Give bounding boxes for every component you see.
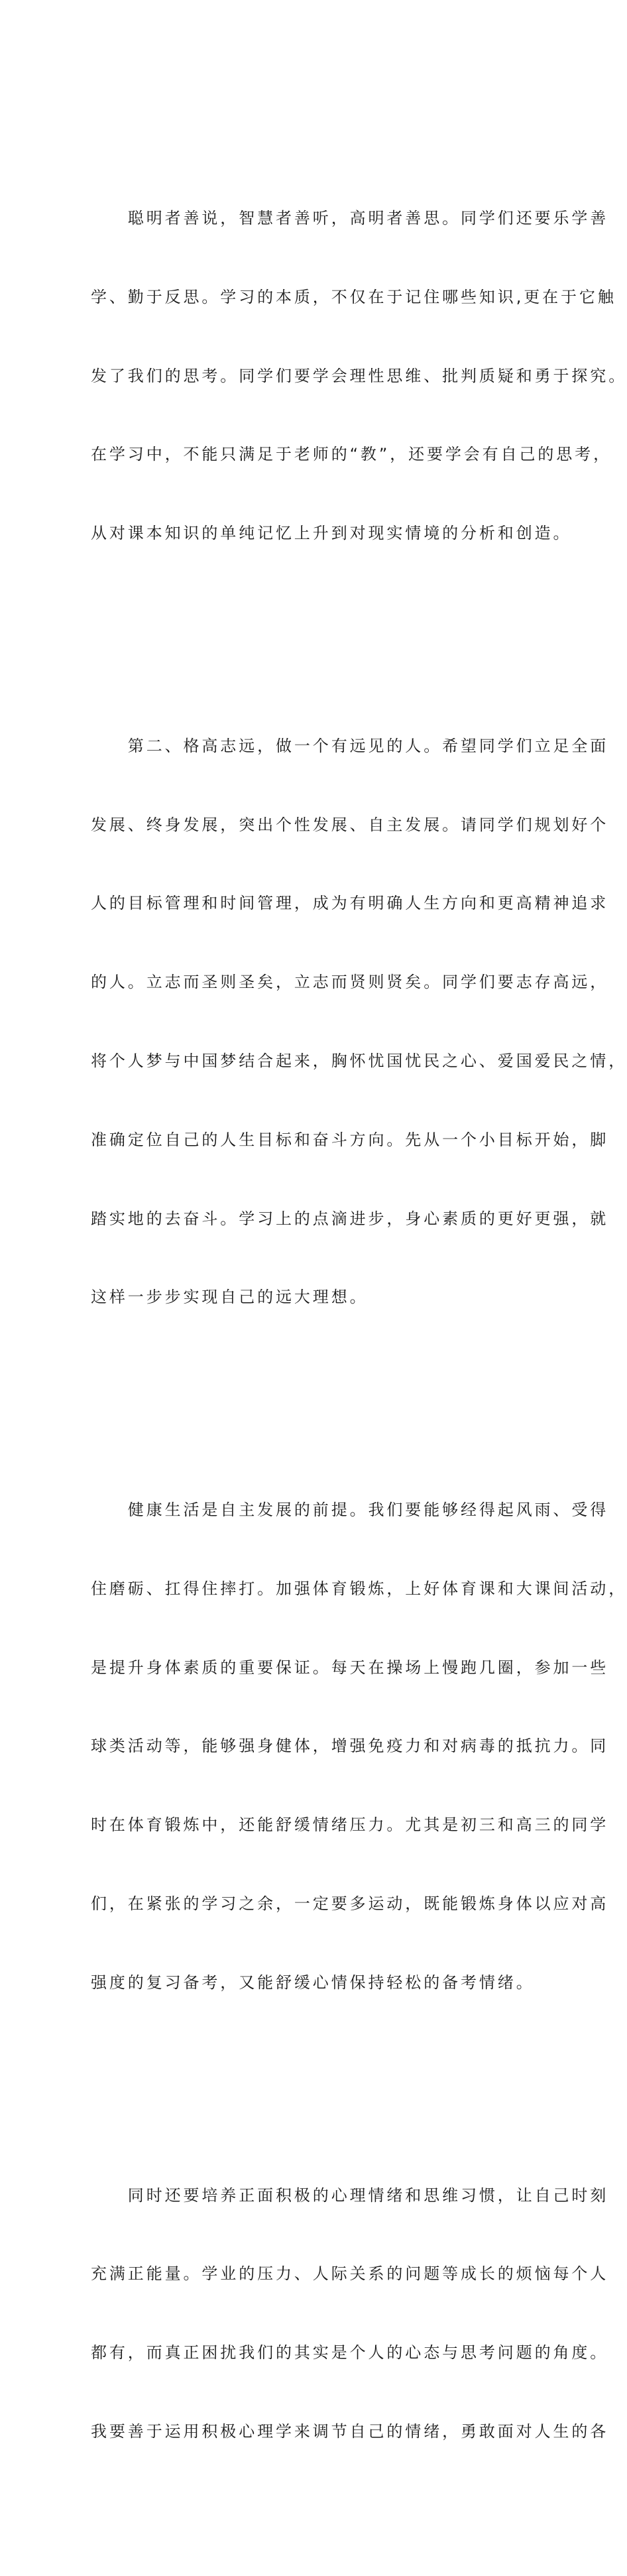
text-line: 同时还要培养正面积极的心理情绪和思维习惯，让自己时刻 <box>91 2185 609 2205</box>
text-line: 学、勤于反思。学习的本质，不仅在于记住哪些知识,更在于它触 <box>91 287 616 306</box>
text-line: 是提升身体素质的重要保证。每天在操场上慢跑几圈，参加一些 <box>91 1658 609 1677</box>
paragraph-positive-mindset <box>91 2130 609 2497</box>
text-line: 健康生活是自主发展的前提。我们要能够经得起风雨、受得 <box>91 1501 609 1520</box>
text-line: 准确定位自己的人生目标和奋斗方向。先从一个小目标开始，脚 <box>91 1130 609 1149</box>
text-line: 我要善于运用积极心理学来调节自己的情绪，勇敢面对人生的各 <box>91 2422 609 2441</box>
text-line: 在学习中，不能只满足于老师的“教”，还要学会有自己的思考， <box>91 445 612 464</box>
text-line: 第二、格高志远，做一个有远见的人。希望同学们立足全面 <box>91 736 609 755</box>
text-line: 将个人梦与中国梦结合起来，胸怀忧国忧民之心、爱国爱民之情， <box>91 1051 627 1070</box>
paragraph-healthy-life <box>91 1445 627 2049</box>
text-line: 充满正能量。学业的压力、人际关系的问题等成长的烦恼每个人 <box>91 2264 609 2284</box>
paragraph-ambition <box>91 681 627 1363</box>
text-line: 强度的复习备考，又能舒缓心情保持轻松的备考情绪。 <box>91 1973 535 1992</box>
text-line: 人的目标管理和时间管理，成为有明确人生方向和更高精神追求 <box>91 894 609 913</box>
text-line: 的人。立志而圣则圣矣，立志而贤则贤矣。同学们要志存高远， <box>91 973 609 992</box>
text-line: 时在体育锻炼中，还能舒缓情绪压力。尤其是初三和高三的同学 <box>91 1815 609 1835</box>
text-line: 踏实地的去奋斗。学习上的点滴进步，身心素质的更好更强，就 <box>91 1209 609 1228</box>
text-line: 发展、终身发展，突出个性发展、自主发展。请同学们规划好个 <box>91 815 609 834</box>
paragraph-study-thinking <box>91 153 627 599</box>
text-line: 都有，而真正困扰我们的其实是个人的心态与思考问题的角度。 <box>91 2343 609 2362</box>
text-line: 从对课本知识的单纯记忆上升到对现实情境的分析和创造。 <box>91 524 572 543</box>
text-line: 聪明者善说，智慧者善听，高明者善思。同学们还要乐学善 <box>91 208 609 227</box>
text-line: 们，在紧张的学习之余，一定要多运动，既能锻炼身体以应对高 <box>91 1894 609 1913</box>
text-line: 发了我们的思考。同学们要学会理性思维、批判质疑和勇于探究。 <box>91 366 627 385</box>
text-line: 住磨砺、扛得住摔打。加强体育锻炼，上好体育课和大课间活动， <box>91 1579 627 1598</box>
document-body <box>91 74 627 2576</box>
text-line: 球类活动等，能够强身健体，增强免疫力和对病毒的抵抗力。同 <box>91 1737 609 1756</box>
text-line: 这样一步步实现自己的远大理想。 <box>91 1288 369 1307</box>
